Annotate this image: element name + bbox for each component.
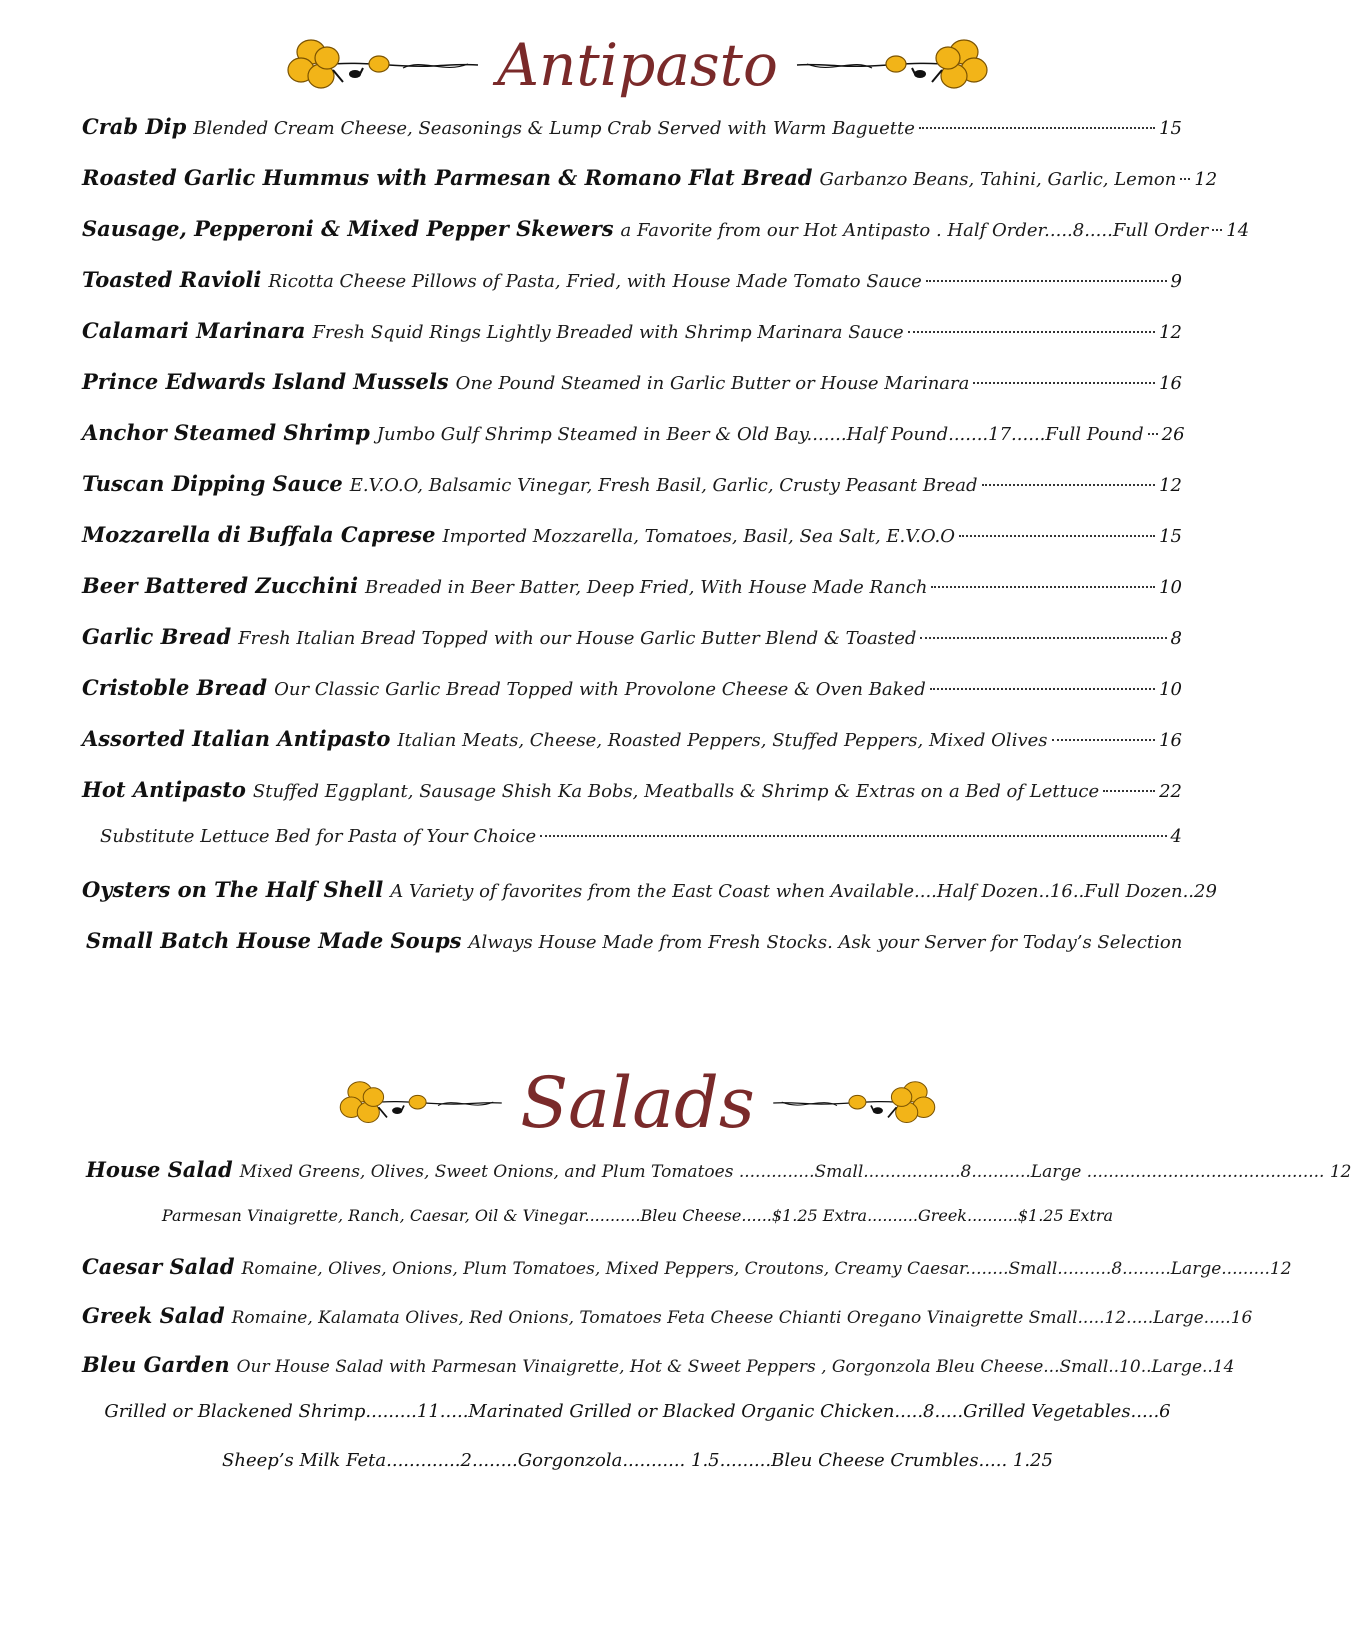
dot-leader	[1180, 178, 1190, 180]
item-description: Our House Salad with Parmesan Vinaigrette, Hot & Sweet Peppers , Gorgonzola Bleu Cheese...Small..10..Large..14	[236, 1357, 1235, 1377]
item-description: One Pound Steamed in Garlic Butter or House Marinara	[455, 373, 970, 394]
item-name: Beer Battered Zucchini	[82, 573, 359, 598]
item-description: E.V.O.O, Balsamic Vinegar, Fresh Basil, Garlic, Crusty Peasant Bread	[349, 475, 978, 496]
dot-leader	[540, 835, 1166, 837]
item-name: Sausage, Pepperoni & Mixed Pepper Skewers	[82, 216, 614, 241]
item-name: Toasted Ravioli	[82, 267, 262, 292]
item-description: Romaine, Kalamata Olives, Red Onions, Tomatoes Feta Cheese Chianti Oregano Vinaigrette Small.....12.....Large.....16	[231, 1308, 1253, 1328]
dot-leader	[982, 484, 1156, 486]
item-price: 12	[1194, 169, 1218, 190]
item-name: Mozzarella di Buffala Caprese	[82, 522, 436, 547]
item-price: 8	[1170, 628, 1182, 649]
item-description: Substitute Lettuce Bed for Pasta of Your Choice	[100, 826, 537, 847]
item-price: 15	[1159, 526, 1182, 547]
dot-leader	[959, 535, 1155, 537]
dot-leader	[1103, 790, 1155, 792]
item-description: Stuffed Eggplant, Sausage Shish Ka Bobs, Meatballs & Shrimp & Extras on a Bed of Lettuce	[252, 781, 1100, 802]
dot-leader	[926, 280, 1167, 282]
item-description: Garbanzo Beans, Tahini, Garlic, Lemon	[819, 169, 1177, 190]
menu-item	[82, 573, 1182, 607]
item-name: Oysters on The Half Shell	[82, 877, 384, 902]
menu-item	[82, 369, 1182, 403]
item-description: Jumbo Gulf Shrimp Steamed in Beer & Old Bay.......Half Pound.......17......Full Pound	[376, 424, 1144, 445]
menu-item	[82, 114, 1182, 148]
dot-leader	[1052, 739, 1156, 741]
salads-header	[0, 1062, 1275, 1144]
menu-item	[82, 420, 1185, 454]
salads-title: Salads	[520, 1062, 755, 1144]
item-name: Anchor Steamed Shrimp	[82, 420, 370, 445]
item-description: Our Classic Garlic Bread Topped with Provolone Cheese & Oven Baked	[274, 679, 926, 700]
dot-leader	[920, 637, 1166, 639]
menu-item-house-salad	[86, 1157, 1351, 1191]
menu-item-bleu-garden	[82, 1352, 1235, 1386]
item-description: Breaded in Beer Batter, Deep Fried, With House Made Ranch	[365, 577, 928, 598]
item-name: Tuscan Dipping Sauce	[82, 471, 343, 496]
item-name: Crab Dip	[82, 114, 187, 139]
item-price: 15	[1159, 118, 1182, 139]
dressing-options: Parmesan Vinaigrette, Ranch, Caesar, Oil & Vinegar...........Bleu Cheese......$1.25 Extra..........Greek..........$1.25 Extra	[161, 1206, 1114, 1225]
dot-leader	[908, 331, 1155, 333]
dot-leader	[919, 127, 1155, 129]
item-price: 10	[1159, 577, 1182, 598]
item-price: 9	[1170, 271, 1182, 292]
menu-item	[82, 471, 1182, 505]
item-name: Cristoble Bread	[82, 675, 268, 700]
menu-item	[82, 624, 1182, 658]
item-price: 12	[1159, 322, 1182, 343]
menu-item	[82, 777, 1182, 811]
menu-item	[82, 318, 1182, 352]
item-name: Prince Edwards Island Mussels	[82, 369, 449, 394]
menu-item	[82, 165, 1218, 199]
salad-addons-cheeses: Sheep’s Milk Feta.............2........Gorgonzola........... 1.5.........Bleu Cheese Crumbles..... 1.25	[222, 1450, 1053, 1471]
flower-vine-ornament-icon	[792, 30, 992, 100]
item-description: Romaine, Olives, Onions, Plum Tomatoes, Mixed Peppers, Croutons, Creamy Caesar........Small..........8.........Large.........12	[241, 1259, 1292, 1279]
item-price: 14	[1226, 220, 1250, 241]
substitute-line	[100, 826, 1182, 860]
item-price: 4	[1170, 826, 1182, 847]
dot-leader	[1212, 229, 1222, 231]
item-description: Always House Made from Fresh Stocks. Ask your Server for Today’s Selection	[468, 932, 1183, 953]
flower-vine-ornament-icon	[283, 30, 483, 100]
item-description: Fresh Italian Bread Topped with our House Garlic Butter Blend & Toasted	[238, 628, 917, 649]
salad-addons-proteins: Grilled or Blackened Shrimp.........11.....Marinated Grilled or Blacked Organic Chicken.....8.....Grilled Vegetables.....6	[104, 1401, 1171, 1422]
item-description: A Variety of favorites from the East Coast when Available....Half Dozen..16..Full Dozen..29	[390, 881, 1217, 902]
menu-item-oysters	[82, 877, 1217, 911]
antipasto-header	[0, 30, 1275, 104]
item-price: 10	[1159, 679, 1182, 700]
item-name: Hot Antipasto	[82, 777, 246, 802]
item-price: 12	[1159, 475, 1182, 496]
item-name: Assorted Italian Antipasto	[82, 726, 391, 751]
menu-item	[82, 726, 1182, 760]
item-description: a Favorite from our Hot Antipasto . Half Order.....8.....Full Order	[620, 220, 1209, 241]
item-description: Ricotta Cheese Pillows of Pasta, Fried, with House Made Tomato Sauce	[268, 271, 922, 292]
item-name: Garlic Bread	[82, 624, 232, 649]
item-price: 26	[1161, 424, 1185, 445]
menu-item-caesar-salad	[82, 1254, 1292, 1288]
dot-leader	[973, 382, 1155, 384]
dot-leader	[930, 688, 1155, 690]
antipasto-title: Antipasto	[497, 31, 778, 99]
item-name: Caesar Salad	[82, 1254, 235, 1279]
menu-item	[82, 267, 1182, 301]
item-description: Mixed Greens, Olives, Sweet Onions, and Plum Tomatoes ..............Small..................8...........Large ............................................ 12	[239, 1162, 1351, 1182]
item-name: Roasted Garlic Hummus with Parmesan & Romano Flat Bread	[82, 165, 813, 190]
item-description: Fresh Squid Rings Lightly Breaded with Shrimp Marinara Sauce	[312, 322, 904, 343]
flower-vine-ornament-icon	[336, 1068, 506, 1138]
item-name: Small Batch House Made Soups	[86, 928, 462, 953]
menu-item	[82, 675, 1182, 709]
item-name: House Salad	[86, 1157, 233, 1182]
flower-vine-ornament-icon	[769, 1068, 939, 1138]
menu-item	[82, 216, 1250, 250]
dot-leader	[1148, 433, 1158, 435]
item-price: 16	[1159, 730, 1182, 751]
item-description: Blended Cream Cheese, Seasonings & Lump Crab Served with Warm Baguette	[193, 118, 915, 139]
menu-item-greek-salad	[82, 1303, 1253, 1337]
item-name: Bleu Garden	[82, 1352, 230, 1377]
item-description: Imported Mozzarella, Tomatoes, Basil, Sea Salt, E.V.O.O	[442, 526, 956, 547]
menu-item-soups	[86, 928, 1186, 962]
item-name: Calamari Marinara	[82, 318, 306, 343]
dot-leader	[931, 586, 1155, 588]
menu-item	[82, 522, 1182, 556]
item-description: Italian Meats, Cheese, Roasted Peppers, Stuffed Peppers, Mixed Olives	[397, 730, 1048, 751]
item-price: 22	[1159, 781, 1182, 802]
item-price: 16	[1159, 373, 1182, 394]
item-name: Greek Salad	[82, 1303, 225, 1328]
